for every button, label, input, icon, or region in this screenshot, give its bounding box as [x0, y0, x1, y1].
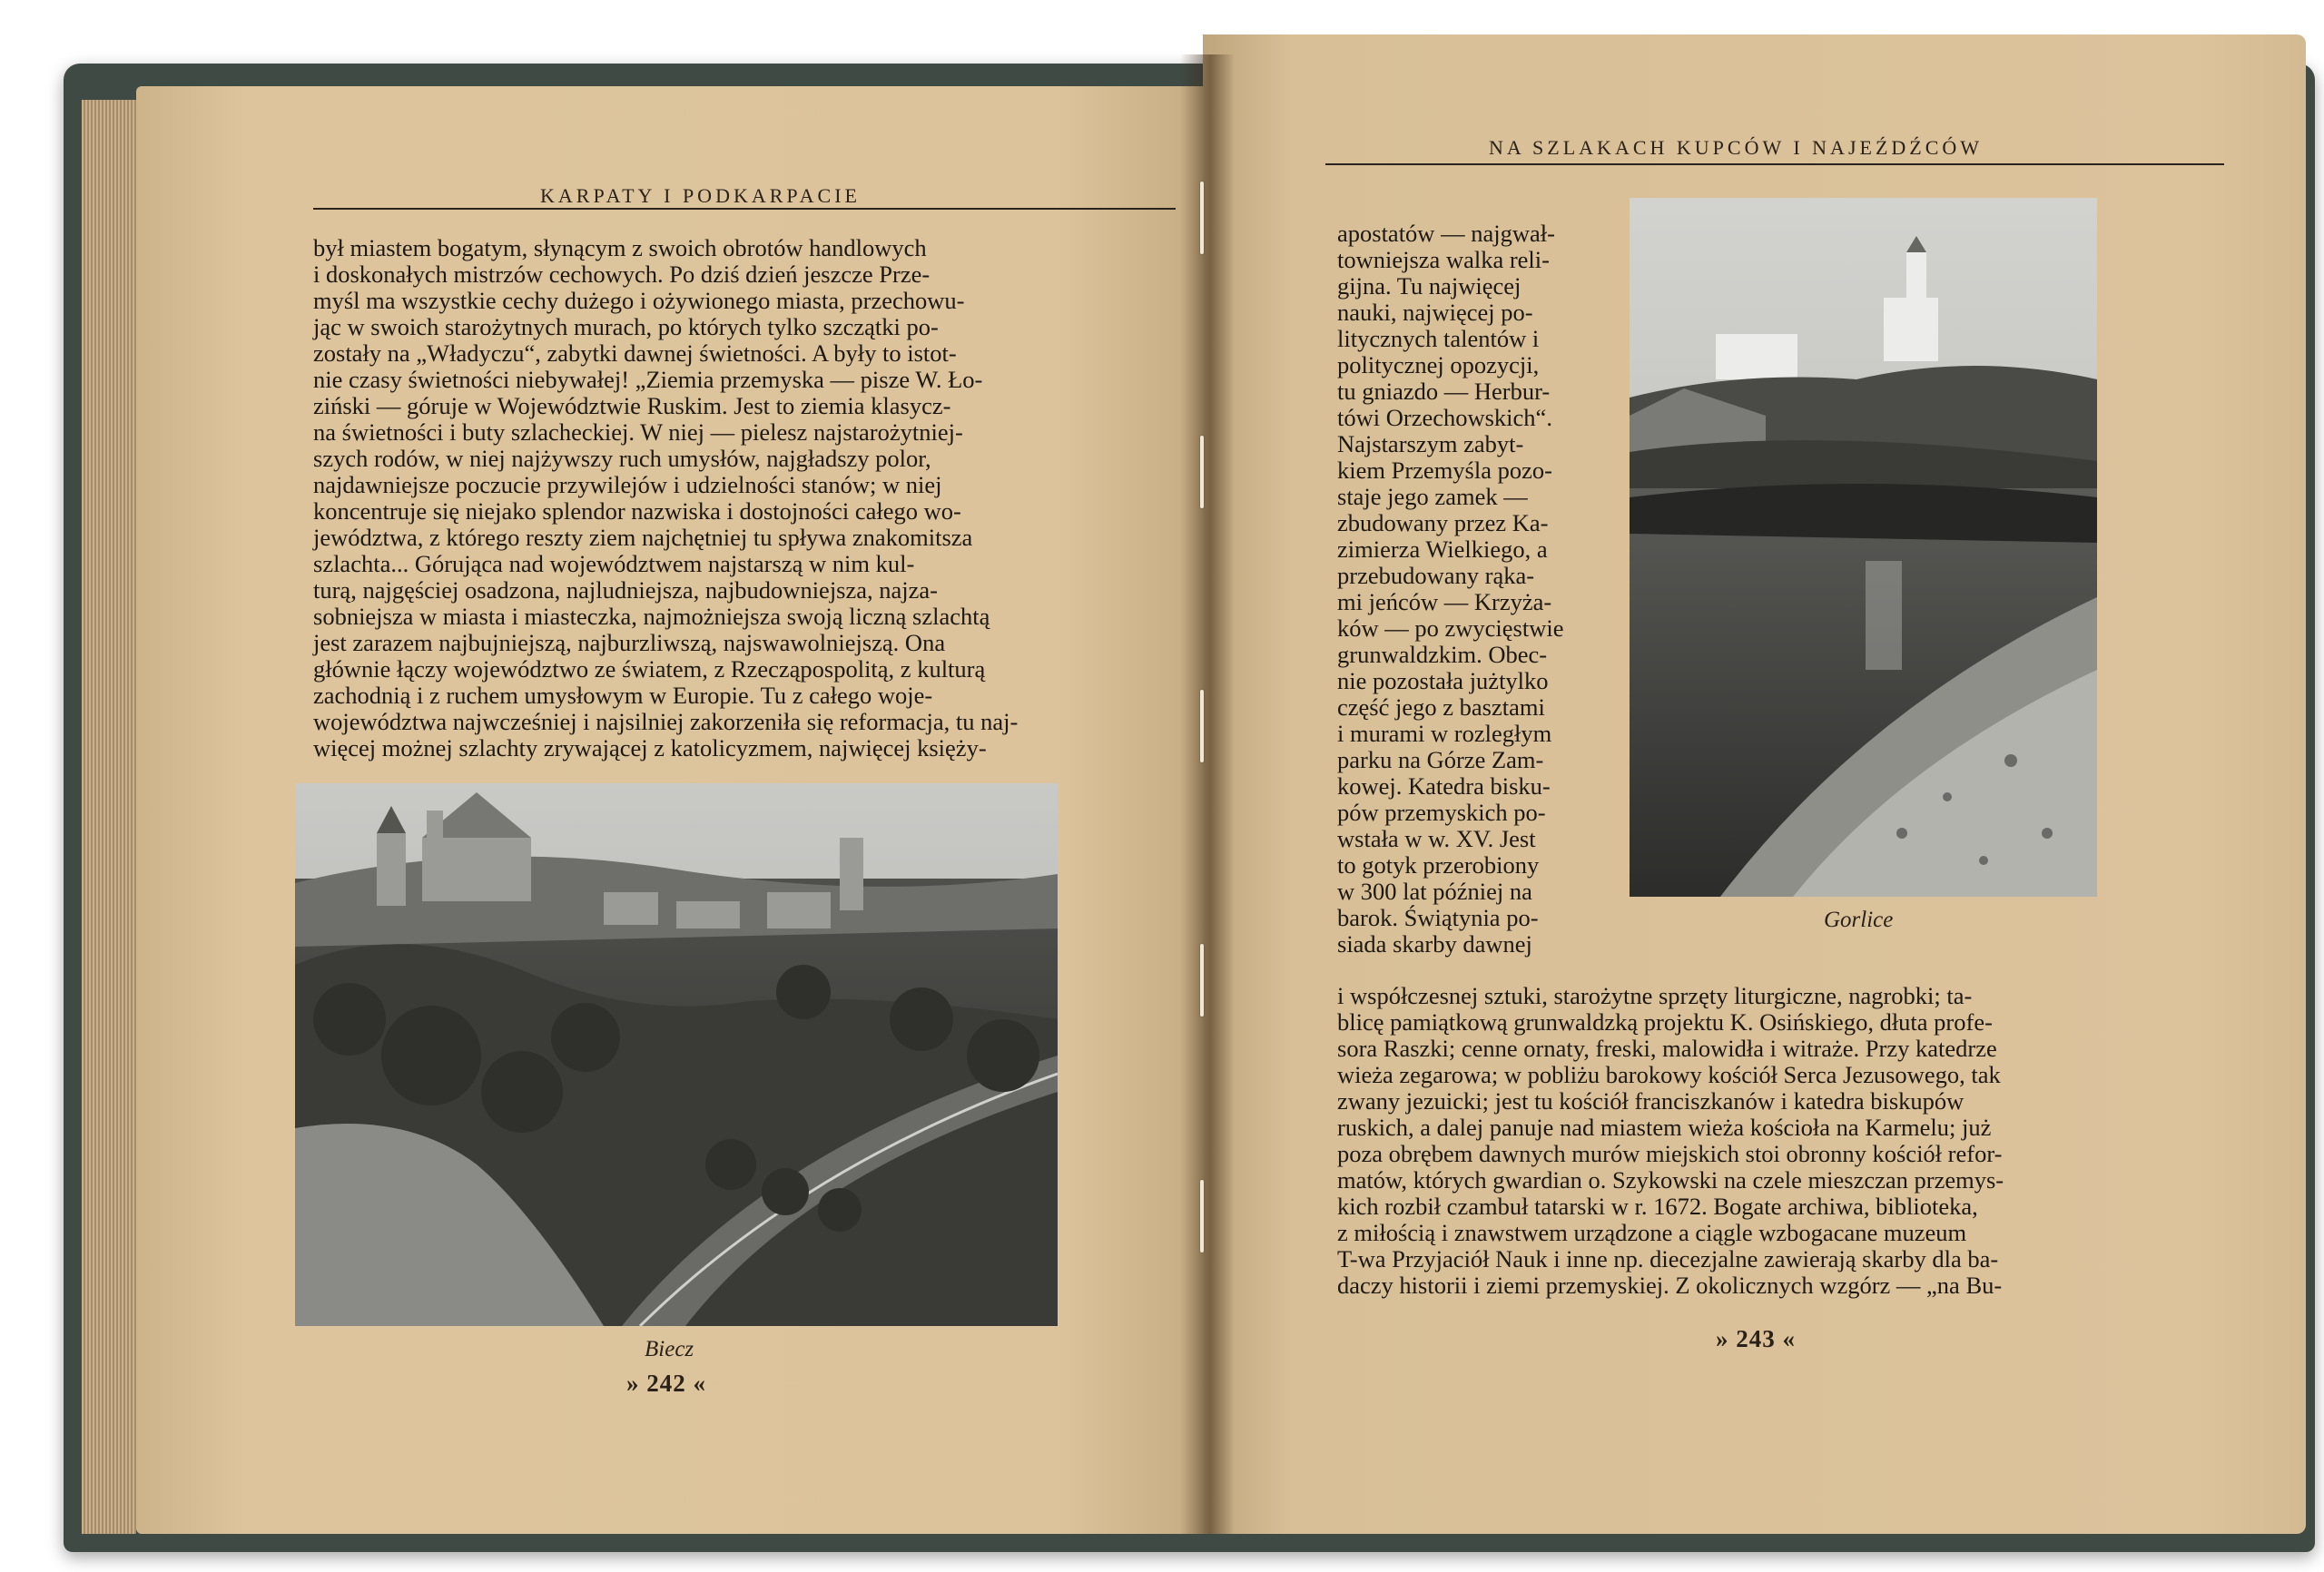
text-line: województwa najwcześniej i najsilniej zakorzeniła się reformacja, tu naj- — [313, 708, 1019, 735]
text-line: wieża zegarowa; w pobliżu barokowy kościół Serca Jezusowego, tak — [1337, 1061, 2001, 1088]
text-line: pów przemyskich po- — [1337, 799, 1546, 826]
right-header-rule — [1325, 163, 2224, 165]
text-line: ruskich, a dalej panuje nad miastem wieża kościoła na Karmelu; już — [1337, 1114, 1992, 1141]
text-line: politycznej opozycji, — [1337, 351, 1540, 378]
text-line: i doskonałych mistrzów cechowych. Po dziś dzień jeszcze Prze- — [313, 260, 931, 288]
text-line: matów, których gwardian o. Szykowski na czele mieszczan przemys- — [1337, 1166, 2004, 1194]
text-line: na świetności i buty szlacheckiej. W niej — pielesz najstarożytniej- — [313, 418, 963, 446]
text-line: T-wa Przyjaciół Nauk i inne np. diecezjalne zawierają skarby dla ba- — [1337, 1245, 1999, 1272]
text-line: grunwaldzkim. Obec- — [1337, 641, 1548, 668]
text-line: kowej. Katedra bisku- — [1337, 772, 1551, 800]
left-running-head: KARPATY I PODKARPACIE — [540, 184, 861, 207]
text-line: Najstarszym zabyt- — [1337, 430, 1524, 457]
text-line: turą, najgęściej osadzona, najludniejsza, najbudowniejsza, najza- — [313, 576, 938, 604]
right-page-number: » 243 « — [1716, 1325, 1796, 1352]
text-line: tówi Orzechowskich“. — [1337, 404, 1552, 431]
text-line: barok. Świątynia po- — [1337, 904, 1539, 931]
binding-stitch — [1200, 944, 1204, 1017]
text-line: litycznych talentów i — [1337, 325, 1540, 352]
text-line: zostały na „Władyczu“, zabytki dawnej świetności. A były to istot- — [313, 339, 957, 367]
text-line: tu gniazdo — Herbur- — [1337, 378, 1551, 405]
text-line: jewództwa, z którego reszty ziem najchętniej tu spływa znakomitsza — [313, 524, 973, 551]
text-line: ków — po zwycięstwie — [1337, 614, 1564, 642]
text-line: zwany jezuicki; jest tu kościół franciszkanów i katedra biskupów — [1337, 1087, 1965, 1115]
text-line: staje jego zamek — — [1337, 483, 1528, 510]
text-line: mi jeńców — Krzyża- — [1337, 588, 1552, 615]
text-line: przebudowany rąka- — [1337, 562, 1535, 589]
text-line: kiem Przemyśla pozo- — [1337, 457, 1552, 484]
text-line: daczy historii i ziemi przemyskiej. Z okolicznych wzgórz — „na Bu- — [1337, 1272, 2003, 1299]
text-line: towniejsza walka reli- — [1337, 246, 1550, 273]
text-line: z miłością i znawstwem urządzone a ciągle wzbogacane muzeum — [1337, 1219, 1967, 1246]
binding-stitch — [1200, 1180, 1204, 1253]
binding-stitch — [1200, 690, 1204, 762]
text-line: sora Raszki; cenne ornaty, freski, malowidła i witraże. Przy katedrze — [1337, 1035, 1997, 1062]
text-line: i murami w rozległym — [1337, 720, 1552, 747]
text-line: siada skarby dawnej — [1337, 930, 1532, 958]
right-running-head: NA SZLAKACH KUPCÓW I NAJEŹDŹCÓW — [1489, 136, 1984, 159]
text-line: głównie łączy województwo ze światem, z Rzecząpospolitą, z kulturą — [313, 655, 986, 683]
text-line: poza obrębem dawnych murów miejskich stoi obronny kościół refor- — [1337, 1140, 2003, 1167]
biecz-caption: Biecz — [645, 1337, 694, 1361]
book-gutter — [1180, 54, 1235, 1534]
text-line: zachodnią i z ruchem umysłowym w Europie. Tu z całego woje- — [313, 682, 933, 709]
text-line: blicę pamiątkową grunwaldzką projektu K. Osińskiego, dłuta profe- — [1337, 1008, 1993, 1036]
biecz-photo — [295, 783, 1058, 1326]
left-body-text — [313, 235, 1194, 761]
text-line: kich rozbił czambuł tatarski w r. 1672. Bogate archiwa, biblioteka, — [1337, 1193, 1978, 1220]
text-line: ziński — góruje w Województwie Ruskim. Jest to ziemia klasycz- — [313, 392, 951, 419]
text-line: najdawniejsze poczucie przywilejów i udzielności stanów; w niej — [313, 471, 942, 498]
text-line: w 300 lat później na — [1337, 878, 1532, 905]
left-page-number: » 242 « — [626, 1370, 706, 1397]
text-line: szych rodów, w niej najżywszy ruch umysłów, najgładszy polor, — [313, 445, 931, 472]
text-line: wstała w w. XV. Jest — [1337, 825, 1536, 852]
text-line: był miastem bogatym, słynącym z swoich obrotów handlowych — [313, 234, 927, 261]
text-line: parku na Górze Zam- — [1337, 746, 1544, 773]
text-line: nauki, najwięcej po- — [1337, 299, 1533, 326]
text-line: nie czasy świetności niebywałej! „Ziemia przemyska — pisze W. Ło- — [313, 366, 983, 393]
text-line: zbudowany przez Ka- — [1337, 509, 1549, 536]
right-narrow-text — [1337, 221, 1600, 958]
text-line: myśl ma wszystkie cechy dużego i ożywionego miasta, przechowu- — [313, 287, 965, 314]
text-line: jest zarazem najbujniejszą, najburzliwszą, najswawolniejszą. Ona — [313, 629, 946, 656]
text-line: więcej możnej szlachty zrywającej z katolicyzmem, najwięcej księży- — [313, 734, 987, 761]
left-page — [136, 86, 1221, 1534]
text-line: część jego z basztami — [1337, 693, 1545, 721]
gorlice-photo — [1630, 198, 2097, 897]
text-line: jąc w swoich starożytnych murach, po których tylko szczątki po- — [313, 313, 939, 340]
gorlice-caption: Gorlice — [1824, 908, 1894, 932]
text-line: sobniejsza w miasta i miasteczka, najmożniejsza swoją liczną szlachtą — [313, 603, 990, 630]
text-line: to gotyk przerobiony — [1337, 851, 1540, 879]
binding-stitch — [1200, 436, 1204, 508]
text-line: zimierza Wielkiego, a — [1337, 535, 1548, 563]
text-line: gijna. Tu najwięcej — [1337, 272, 1521, 300]
text-line: i współczesnej sztuki, starożytne sprzęty liturgiczne, nagrobki; ta- — [1337, 982, 1973, 1009]
text-line: szlachta... Górująca nad województwem najstarszą w nim kul- — [313, 550, 915, 577]
text-line: nie pozostała jużtylko — [1337, 667, 1549, 694]
right-full-text — [1337, 983, 2222, 1299]
binding-stitch — [1200, 182, 1204, 254]
text-line: koncentruje się niejako splendor nazwiska i dostojności całego wo- — [313, 497, 961, 525]
right-page — [1203, 34, 2306, 1534]
text-line: apostatów — najgwał- — [1337, 220, 1555, 247]
left-header-rule — [313, 208, 1176, 210]
page-edges — [82, 100, 136, 1534]
